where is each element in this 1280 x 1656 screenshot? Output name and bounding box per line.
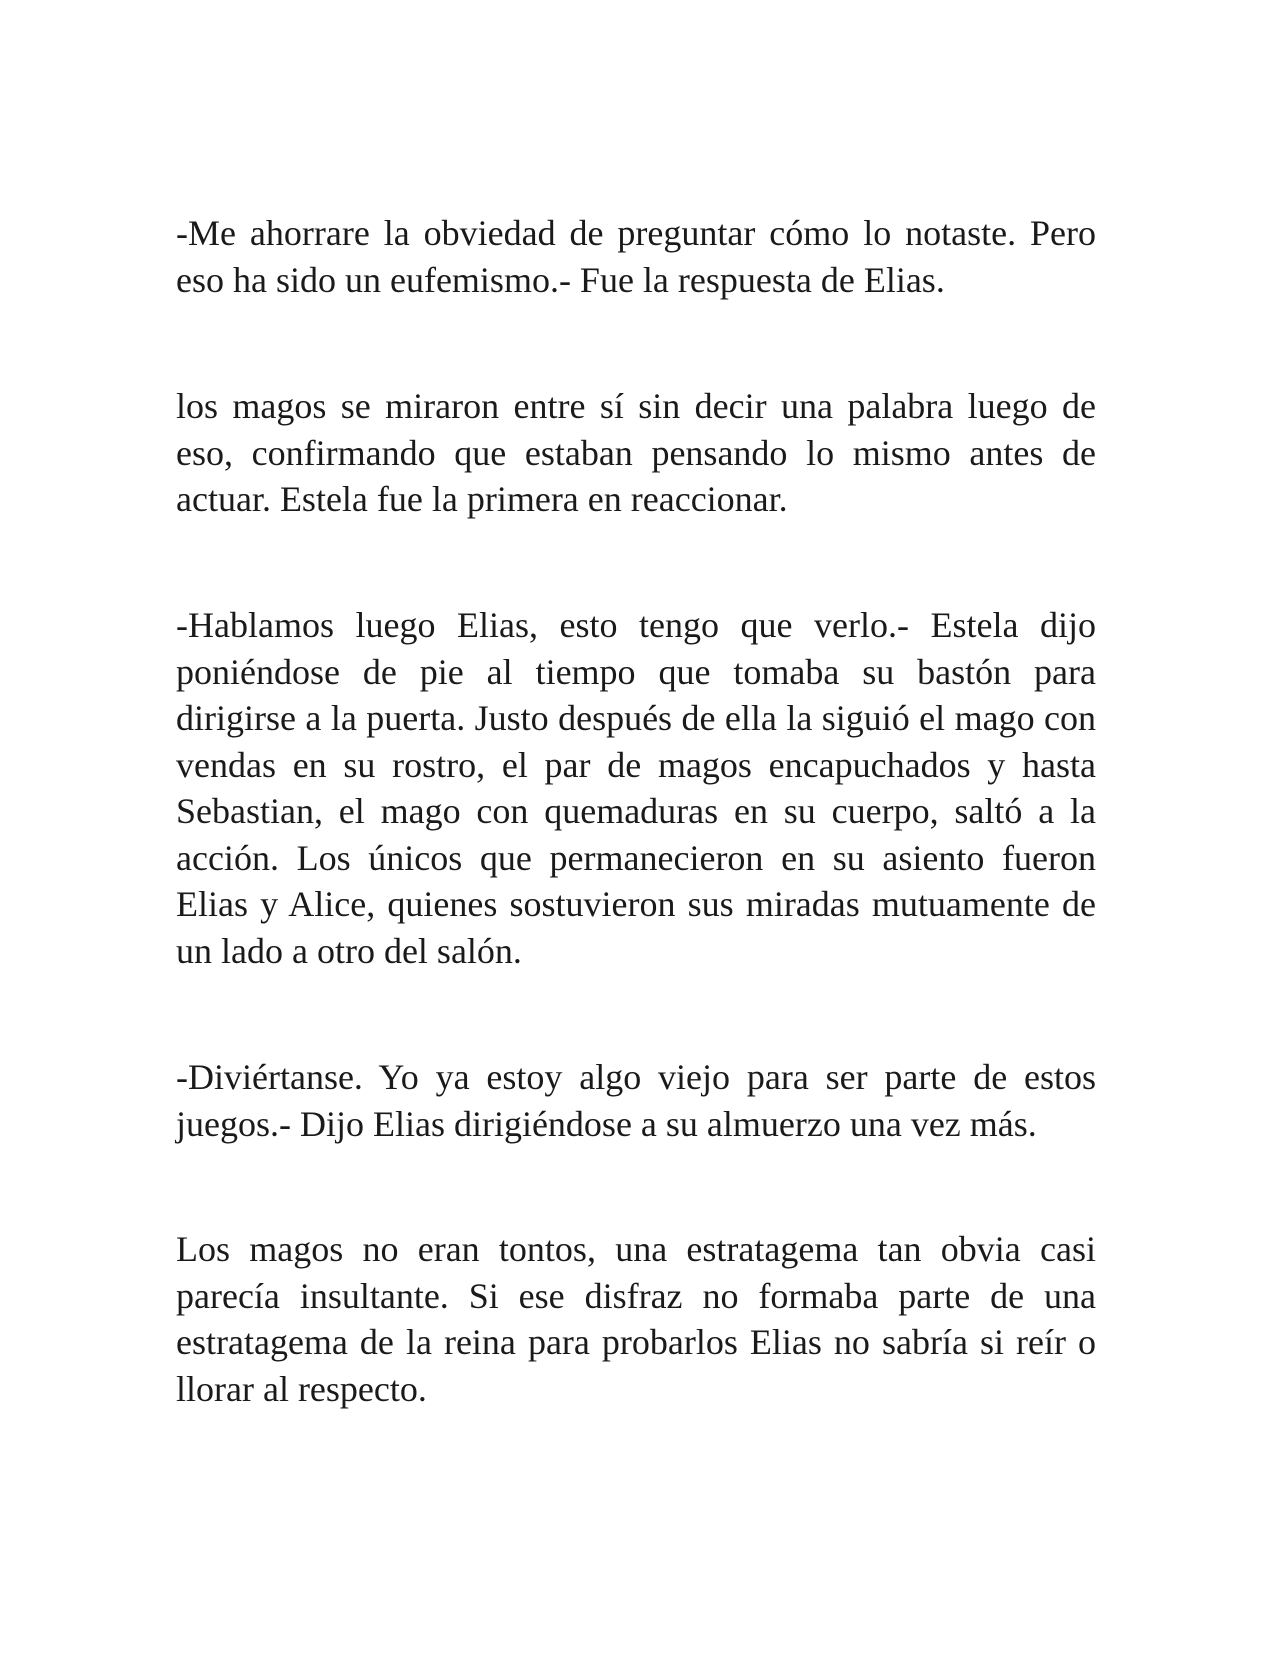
- paragraph: los magos se miraron entre sí sin decir una palabra luego de eso, confirmando que estaban pensando lo mismo antes de actuar. Estela fue la primera en reaccionar.: [176, 386, 1096, 519]
- paragraph: -Me ahorrare la obviedad de preguntar cómo lo notaste. Pero eso ha sido un eufemismo.- Fue la respuesta de Elias.: [176, 213, 1096, 300]
- paragraph: -Diviértanse. Yo ya estoy algo viejo para ser parte de estos juegos.- Dijo Elias dirigiéndose a su almuerzo una vez más.: [176, 1057, 1096, 1144]
- paragraph: Los magos no eran tontos, una estratagema tan obvia casi parecía insultante. Si ese disfraz no formaba parte de una estratagema de la reina para probarlos Elias no sabría si reír o llorar al respecto.: [176, 1229, 1096, 1409]
- paragraph: -Hablamos luego Elias, esto tengo que verlo.- Estela dijo poniéndose de pie al tiempo que tomaba su bastón para dirigirse a la puerta. Justo después de ella la siguió el mago con vendas en su rostro, el par de magos encapuchados y hasta Sebastian, el mago con quemaduras en su cuerpo, saltó a la acción. Los únicos que permanecieron en su asiento fueron Elias y Alice, quienes sostuvieron sus miradas mutuamente de un lado a otro del salón.: [176, 605, 1096, 971]
